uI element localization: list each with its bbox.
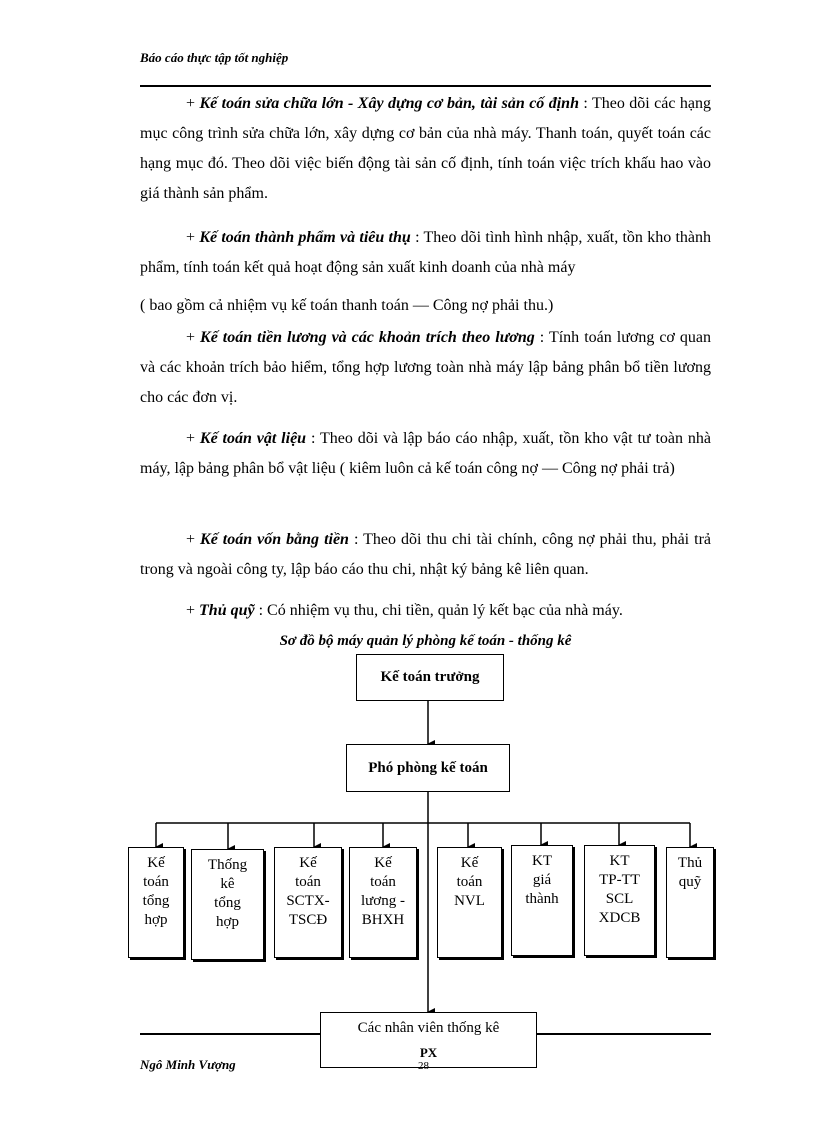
paragraph-thu-quy: + Thủ quỹ : Có nhiệm vụ thu, chi tiền, quản lý kết bạc của nhà máy. [186,602,623,619]
footer-author: Ngô Minh Vượng [140,1057,236,1072]
paragraph-sctx: + Kế toán sửa chữa lớn - Xây dựng cơ bản, tài sản cố định : Theo dõi các hạng mục công trình sửa chữa lớn, xây dựng cơ bản của nhà máy. Thanh toán, quyết toán các hạng mục đó. Theo dõi việc biến động tài sản cố định, tính toán việc trích khấu hao vào giá thành sản phẩm. [140,95,711,202]
box-chief-accountant: Kế toán trưởng [356,654,504,701]
box-unit-salary-insurance: Kế toán lương - BHXH [349,847,417,958]
box-unit-costing: KT giá thành [511,845,573,956]
paragraph-vat-lieu: + Kế toán vật liệu : Theo dõi và lập báo cáo nhập, xuất, tồn kho vật tư toàn nhà máy, lập bảng phân bổ vật liệu ( kiêm luôn cả kế toán công nợ — Công nợ phải trả) [140,430,711,477]
box-unit-materials: Kế toán NVL [437,847,502,958]
paragraph-thanh-pham: + Kế toán thành phẩm và tiêu thụ : Theo dõi tình hình nhập, xuất, tồn kho thành phẩm, tính toán kết quả hoạt động sản xuất kinh doanh của nhà máy [140,229,712,276]
page-header-title: Báo cáo thực tập tốt nghiệp [140,50,289,65]
paragraph-tien-luong: + Kế toán tiền lương và các khoản trích theo lương : Tính toán lương cơ quan và các khoản trích bảo hiểm, tổng hợp lương toàn nhà máy lập bảng phân bổ tiền lương cho các đơn vị. [140,329,711,406]
page-number: 28 [418,1060,429,1072]
box-unit-tp-tt-scl-xdcb: KT TP-TT SCL XDCB [584,845,655,956]
box-unit-treasurer: Thủ quỹ [666,847,714,958]
box-staff: Các nhân viên thống kê PX [320,1012,537,1068]
paragraph-note: ( bao gồm cả nhiệm vụ kế toán thanh toán — Công nợ phải thu.) [140,297,554,314]
box-unit-sctx-tscd: Kế toán SCTX- TSCĐ [274,847,342,958]
box-unit-general-accounting: Kế toán tổng hợp [128,847,184,958]
box-deputy-head: Phó phòng kế toán [346,744,510,792]
diagram-caption: Sơ đồ bộ máy quản lý phòng kế toán - thống kê [279,633,572,649]
paragraph-von-bang-tien: + Kế toán vốn bằng tiền : Theo dõi thu chi tài chính, công nợ phải thu, phải trả trong và ngoài công ty, lập báo cáo thu chi, nhật ký bảng kê liên quan. [140,531,712,578]
staff-sub-label: PX [419,1045,438,1060]
box-unit-general-statistics: Thống kê tổng hợp [191,849,264,960]
